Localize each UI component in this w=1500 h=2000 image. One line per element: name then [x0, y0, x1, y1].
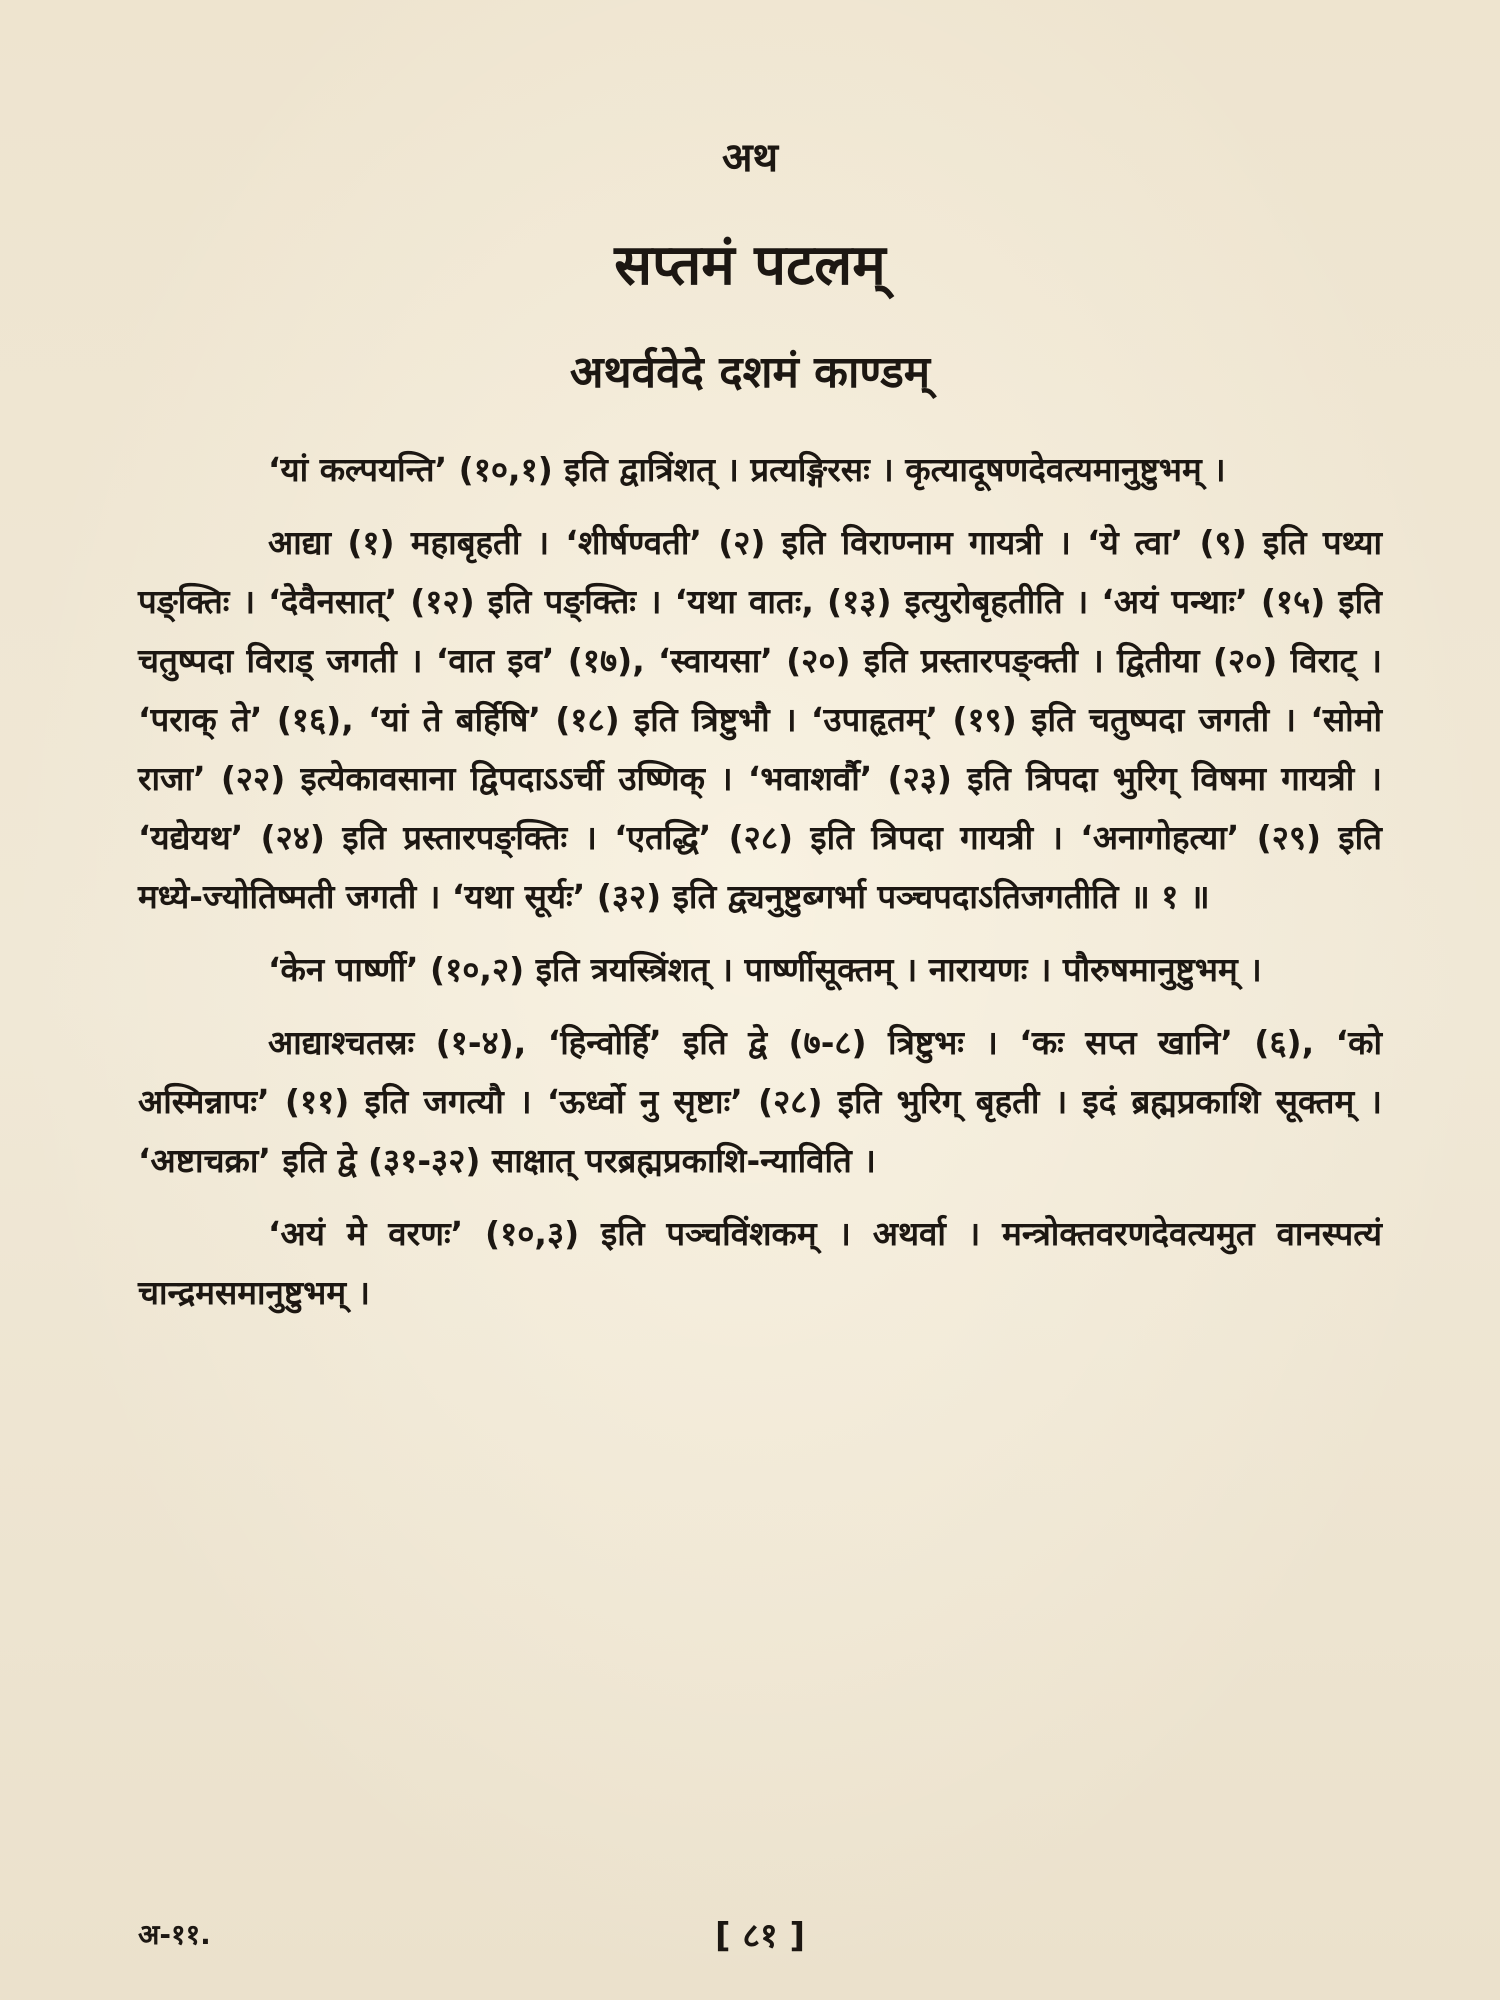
paragraph-2: आद्या (१) महाबृहती । ‘शीर्षण्वती’ (२) इति विराण्नाम गायत्री । ‘ये त्वा’ (९) इति पथ्या पङ्क्तिः । ‘देवैनसात्’ (१२) इति पङ्क्तिः । ‘यथा वातः, (१३) इत्युरोबृहतीति । ‘अयं पन्थाः’ (१५) इति चतुष्पदा विराड् जगती । ‘वात इव’ (१७), ‘स्वायसा’ (२०) इति प्रस्तारपङ्क्ती । द्वितीया (२०) विराट् । ‘पराक् ते’ (१६), ‘यां ते बर्हिषि’ (१८) इति त्रिष्टुभौ । ‘उपाहृतम्’ (१९) इति चतुष्पदा जगती । ‘सोमो राजा’ (२२) इत्येकावसाना द्विपदाऽऽर्ची उष्णिक् । ‘भवाशर्वौ’ (२३) इति त्रिपदा भुरिग् विषमा गायत्री । ‘यद्येयथ’ (२४) इति प्रस्तारपङ्क्तिः । ‘एतद्धि’ (२८) इति त्रिपदा गायत्री । ‘अनागोहत्या’ (२९) इति मध्ये-ज्योतिष्मती जगती । ‘यथा सूर्यः’ (३२) इति द्व्यनुष्टुब्गर्भा पञ्चपदाऽतिजगतीति ॥ १ ॥ — [138, 523, 1382, 916]
page-title: सप्तमं पटलम् — [614, 233, 886, 298]
paragraph-5: ‘अयं मे वरणः’ (१०,३) इति पञ्चविंशकम् । अथर्वा । मन्त्रोक्तवरणदेवत्यमुत वानस्पत्यं चान्द्रमसमानुष्टुभम् । — [138, 1214, 1382, 1312]
heading-atha: अथ — [721, 135, 779, 181]
section-subtitle: अथर्ववेदे दशमं काण्डम् — [569, 347, 931, 398]
paragraph-1: ‘यां कल्पयन्ति’ (१०,१) इति द्वात्रिंशत् । प्रत्यङ्गिरसः । कृत्यादूषणदेवत्यमानुष्टुभम् । — [268, 450, 1226, 489]
paragraph-3: ‘केन पार्ष्णी’ (१०,२) इति त्रयस्त्रिंशत् । पार्ष्णीसूक्तम् । नारायणः । पौरुषमानुष्टुभम् । — [268, 950, 1262, 989]
page-number: [ ८१ ] — [714, 1916, 806, 1956]
paragraph-4: आद्याश्चतस्रः (१-४), ‘हिन्वोर्हि’ इति द्वे (७-८) त्रिष्टुभः । ‘कः सप्त खानि’ (६), ‘को अस्मिन्नापः’ (११) इति जगत्यौ । ‘ऊर्ध्वो नु सृष्टाः’ (२८) इति भुरिग् बृहती । इदं ब्रह्मप्रकाशि सूक्तम् । ‘अष्टाचक्रा’ इति द्वे (३१-३२) साक्षात् परब्रह्मप्रकाशि-न्याविति । — [138, 1023, 1382, 1180]
page-footer — [138, 1915, 1382, 1965]
text-body — [138, 440, 1382, 1336]
folio-signature: अ-११. — [138, 1918, 211, 1951]
